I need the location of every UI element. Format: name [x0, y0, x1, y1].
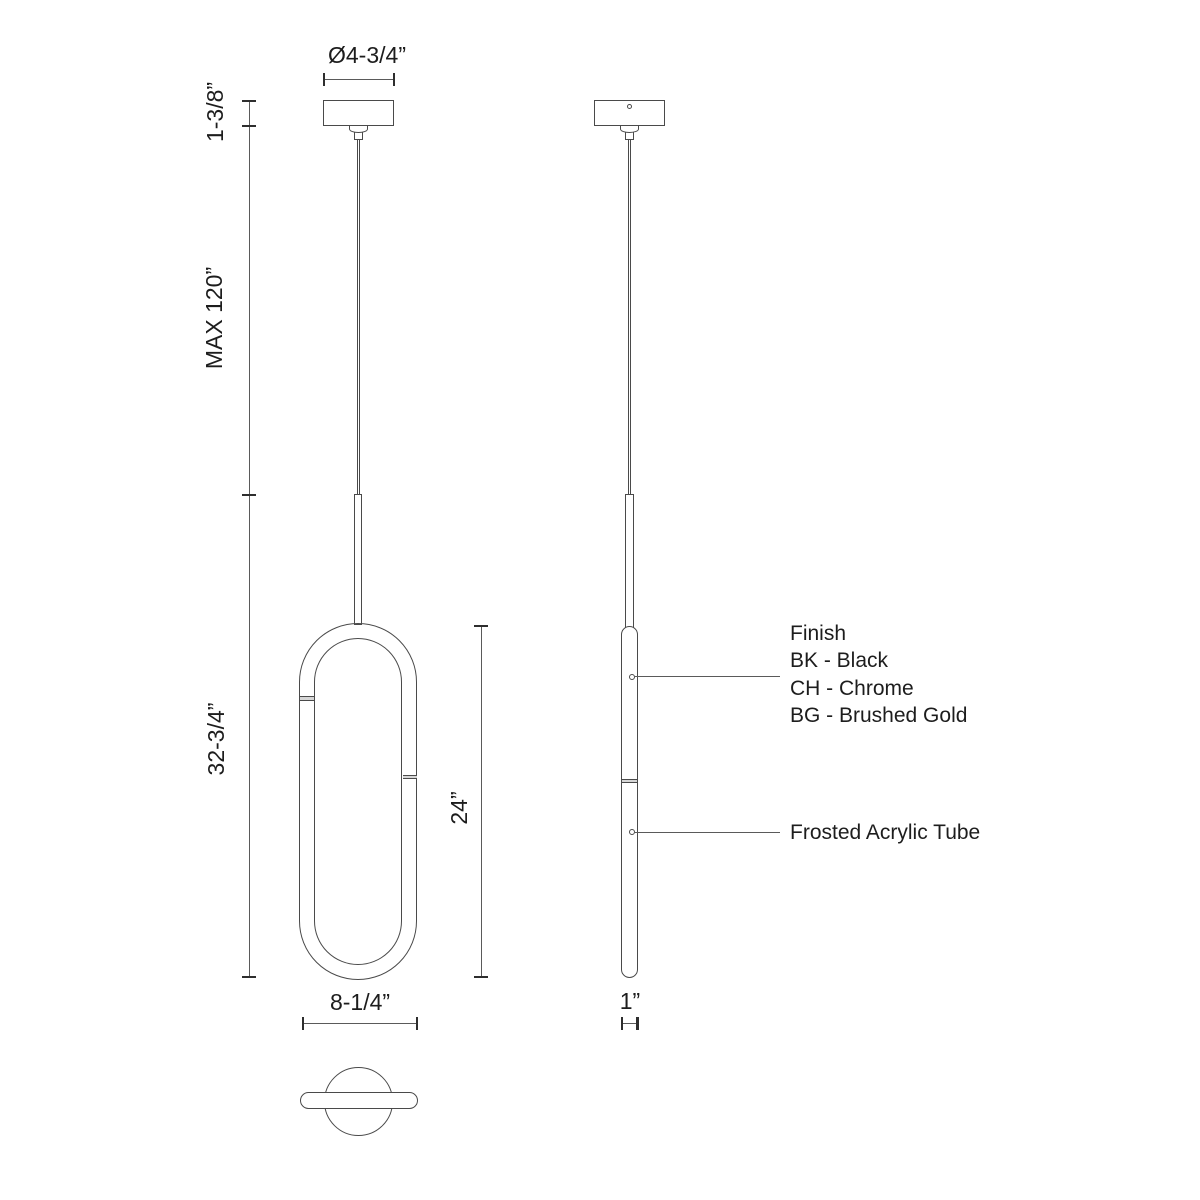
dim-tube-height-line [481, 626, 482, 977]
side-stem [625, 494, 634, 628]
front-strain-relief-neck [354, 132, 363, 140]
acrylic-leader-line [635, 832, 780, 833]
dim-left-tick-canopy-bottom [242, 125, 256, 128]
front-loop-inner [314, 638, 402, 965]
dim-tube-diameter-line [622, 1023, 638, 1024]
dim-tube-diameter-label: 1” [619, 988, 641, 1014]
dim-left-tick-stem-top [242, 494, 256, 497]
dim-left-tick-loop-bottom [242, 976, 256, 979]
dim-loop-width-tick-right [416, 1017, 418, 1030]
dim-tube-diameter-tick-right [636, 1017, 638, 1030]
dim-left-tick-canopy-top [242, 100, 256, 103]
finish-option-brushed-gold: BG - Brushed Gold [790, 704, 968, 728]
side-suspension-cord [628, 140, 631, 494]
front-suspension-cord [357, 140, 360, 494]
material-callout-label: Frosted Acrylic Tube [790, 821, 981, 844]
dim-loop-width-tick-left [302, 1017, 304, 1030]
finish-callout-dot [629, 674, 635, 680]
side-strain-relief-neck [625, 132, 634, 140]
side-tube-joint [622, 779, 637, 784]
dim-left-extension-line [249, 101, 250, 977]
bottom-tube-capsule [300, 1092, 418, 1109]
finish-option-black: BK - Black [790, 649, 889, 673]
finish-note-block [790, 620, 967, 730]
front-loop-joint-left [300, 696, 314, 701]
dim-fixture-height-label: 32-3/4” [203, 702, 229, 776]
dim-canopy-diameter-tick-right [393, 73, 395, 86]
finish-leader-line [635, 676, 780, 677]
finish-option-chrome: CH - Chrome [790, 676, 914, 700]
front-canopy [323, 100, 394, 126]
finish-title: Finish [790, 622, 847, 645]
dim-tube-diameter-tick-left [621, 1017, 623, 1030]
dim-tube-height-label: 24” [446, 791, 472, 825]
dim-tube-height-tick-top [474, 625, 488, 628]
dim-max-suspension-label: MAX 120” [201, 266, 227, 370]
dim-canopy-diameter-line [324, 79, 394, 80]
side-canopy-screw-hole [627, 104, 632, 109]
dim-canopy-height-label: 1-3/8” [202, 81, 228, 143]
dim-canopy-diameter-label: Ø4-3/4” [328, 42, 406, 68]
dim-loop-width-label: 8-1/4” [329, 989, 391, 1015]
dim-tube-height-tick-bottom [474, 976, 488, 979]
front-loop-joint-right [403, 775, 417, 780]
dim-canopy-diameter-tick-left [323, 73, 325, 86]
front-stem [354, 494, 362, 625]
dim-loop-width-line [303, 1023, 417, 1024]
